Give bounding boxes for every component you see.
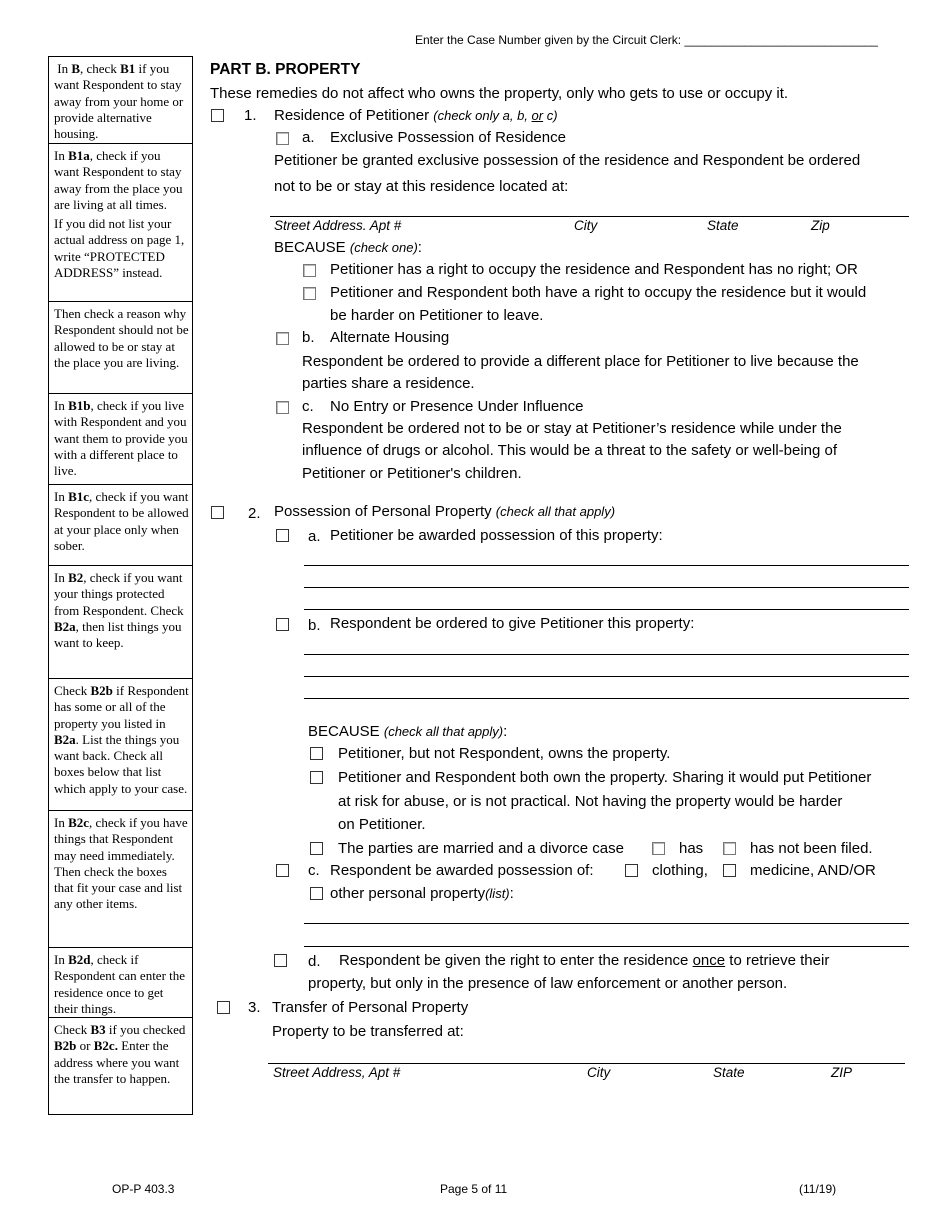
s2a-line-2[interactable] [304,587,909,588]
s2-reason1-checkbox[interactable] [310,747,323,760]
s1-number: 1. [244,107,257,124]
s2-because: BECAUSE (check all that apply): [308,723,508,740]
s2d-text-1: Respondent be given the right to enter the residence once to retrieve their [339,952,830,969]
divorce-has-label: has [679,840,704,857]
s2a-label: a. [308,528,321,545]
s3-checkbox[interactable] [217,1001,230,1014]
s3-zip-label: ZIP [831,1065,853,1080]
form-number: OP-P 403.3 [112,1182,175,1196]
s1c-label: c. [302,398,314,415]
s2a-line-3[interactable] [304,609,909,610]
page-number: Page 5 of 11 [440,1182,508,1196]
s2d-checkbox[interactable] [274,954,287,967]
s1-reason1-checkbox[interactable] [303,264,316,277]
instruction-b2: In B2, check if you want your things protected from Respondent. Check B2a, then list things you want to keep. [49,566,192,679]
other-property-checkbox[interactable] [310,887,323,900]
instruction-b1a: In B1a, check if you want Respondent to stay away from the place you are living at all times. If you did not list your actual address on page 1, write “PROTECTED ADDRESS” instead. [49,144,192,302]
s1-zip-label: Zip [811,218,830,233]
s1-reason1: Petitioner has a right to occupy the residence and Respondent has no right; OR [330,261,858,278]
s2b-label: b. [308,617,321,634]
instruction-b1a-reason: Then check a reason why Respondent should not be allowed to be or stay at the place you are living. [49,302,192,394]
s2c-label: c. [308,862,320,879]
s1b-text-1: Respondent be ordered to provide a different place for Petitioner to live because the [302,353,859,370]
s2d-text-2: property, but only in the presence of law enforcement or another person. [308,975,788,992]
s1-state-label: State [707,218,739,233]
instruction-b3: Check B3 if you checked B2b or B2c. Enter the address where you want the transfer to happen. [54,1022,186,1086]
s1-city-label: City [574,218,598,233]
s1a-text-1: Petitioner be granted exclusive possession of the residence and Respondent be ordered [274,152,861,169]
s2b-line-1[interactable] [304,654,909,655]
s2-reason3: The parties are married and a divorce case [338,840,624,857]
instruction-b1b: In B1b, check if you live with Respondent and you want them to provide you with a different place to live. [49,394,192,485]
divorce-has-checkbox[interactable] [652,842,665,855]
s1c-text-3: Petitioner or Petitioner's children. [302,465,522,482]
s2b-line-2[interactable] [304,676,909,677]
part-intro: These remedies do not affect who owns the property, only who gets to use or occupy it. [210,85,789,102]
s1b-title: Alternate Housing [330,329,450,346]
s2d-label: d. [308,953,321,970]
case-number-line: Enter the Case Number given by the Circuit Clerk: _____________________________ [415,33,878,47]
instructions-sidebar [48,56,193,1115]
medicine-label: medicine, AND/OR [750,862,876,879]
s2a-checkbox[interactable] [276,529,289,542]
s1-street-label: Street Address. Apt # [274,218,402,233]
s1c-title: No Entry or Presence Under Influence [330,398,584,415]
s2-reason2-1: Petitioner and Respondent both own the property. Sharing it would put Petitioner [338,769,872,786]
s3-subtitle: Property to be transferred at: [272,1023,464,1040]
s2-checkbox[interactable] [211,506,224,519]
s3-title: Transfer of Personal Property [272,999,469,1016]
instruction-b1: In B, check B1 if you want Respondent to stay away from your home or provide alternative housing. [49,57,192,144]
s1c-text-2: influence of drugs or alcohol. This would be a threat to the safety or well-being of [302,442,838,459]
s3-state-label: State [713,1065,745,1080]
s3-street-label: Street Address, Apt # [273,1065,401,1080]
s1b-checkbox[interactable] [276,332,289,345]
part-title: PART B. PROPERTY [210,61,361,78]
s2c-line-2[interactable] [304,946,909,947]
s2a-line-1[interactable] [304,565,909,566]
s1a-title: Exclusive Possession of Residence [330,129,566,146]
s2-reason2-checkbox[interactable] [310,771,323,784]
s1-title: Residence of Petitioner (check only a, b, or c) [274,107,558,124]
s2-reason2-3: on Petitioner. [338,816,426,833]
s2-number: 2. [248,505,261,522]
s3-address-line[interactable] [268,1063,905,1064]
s1c-text-1: Respondent be ordered not to be or stay at Petitioner’s residence while under the [302,420,842,437]
instruction-b1c: In B1c, check if you want Respondent to be allowed at your place only when sober. [49,485,192,566]
s1-address-line[interactable] [270,216,909,217]
s3-city-label: City [587,1065,611,1080]
other-property-label: other personal property(list): [330,885,514,902]
divorce-has-not-label: has not been filed. [750,840,873,857]
s2-reason2-2: at risk for abuse, or is not practical. Not having the property would be harder [338,793,843,810]
s1b-label: b. [302,329,315,346]
clothing-checkbox[interactable] [625,864,638,877]
s2c-text: Respondent be awarded possession of: [330,862,594,879]
s2-reason3-checkbox[interactable] [310,842,323,855]
divorce-has-not-checkbox[interactable] [723,842,736,855]
s1-reason2-1: Petitioner and Respondent both have a right to occupy the residence but it would [330,284,867,301]
s2-reason1: Petitioner, but not Respondent, owns the property. [338,745,671,762]
form-date: (11/19) [799,1182,837,1196]
s2b-text: Respondent be ordered to give Petitioner this property: [330,615,695,632]
s1c-checkbox[interactable] [276,401,289,414]
s1-reason2-checkbox[interactable] [303,287,316,300]
s2-title: Possession of Personal Property (check all that apply) [274,503,616,520]
s1-checkbox[interactable] [211,109,224,122]
instruction-b2b: Check B2b if Respondent has some or all of the property you listed in B2a. List the things you want back. Check all boxes below that list which apply to your case. [49,679,192,811]
s2c-line-1[interactable] [304,923,909,924]
medicine-checkbox[interactable] [723,864,736,877]
s3-number: 3. [248,999,261,1016]
s1b-text-2: parties share a residence. [302,375,475,392]
s2c-checkbox[interactable] [276,864,289,877]
s1-because: BECAUSE (check one): [274,239,422,256]
s2b-checkbox[interactable] [276,618,289,631]
s1a-label: a. [302,129,315,146]
s2b-line-3[interactable] [304,698,909,699]
s1-reason2-2: be harder on Petitioner to leave. [330,307,544,324]
instruction-b2c: In B2c, check if you have things that Respondent may need immediately. Then check the boxes that fit your case and list any other items. [49,811,192,948]
s1a-text-2: not to be or stay at this residence located at: [274,178,569,195]
clothing-label: clothing, [652,862,708,879]
s1a-checkbox[interactable] [276,132,289,145]
s2a-text: Petitioner be awarded possession of this property: [330,527,663,544]
instruction-b2d: In B2d, check if Respondent can enter the residence once to get their things. [49,948,192,1018]
